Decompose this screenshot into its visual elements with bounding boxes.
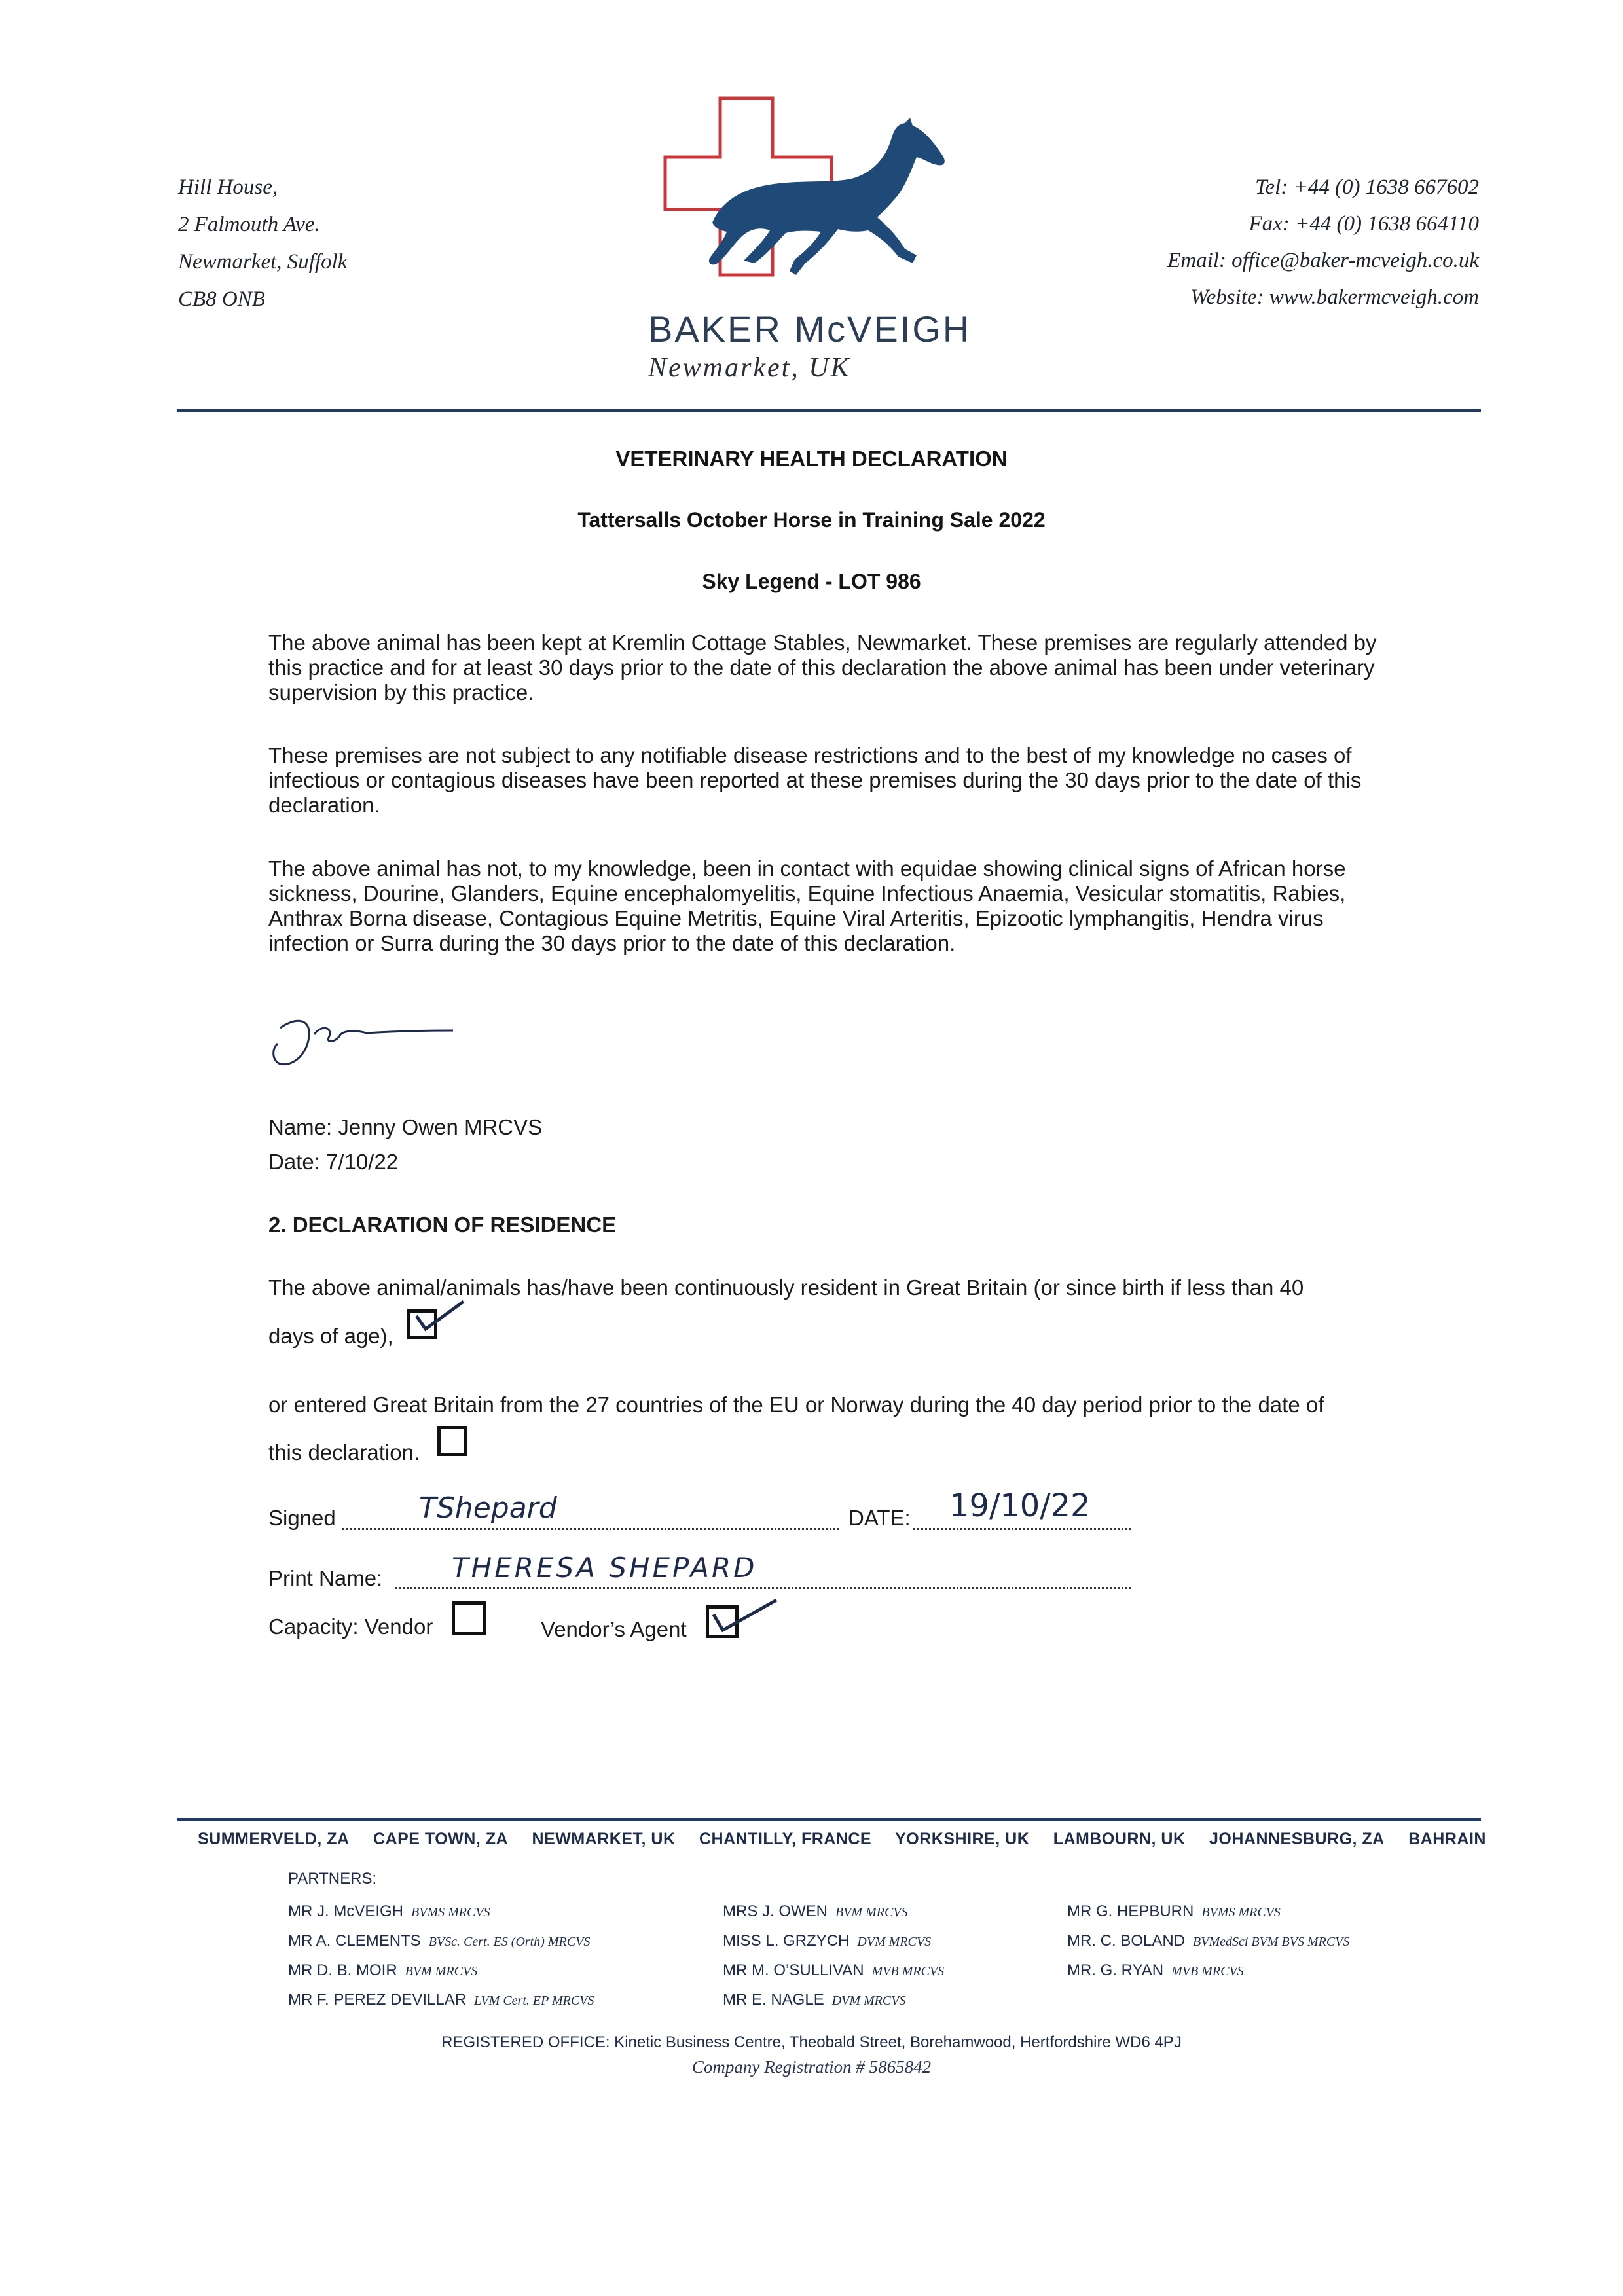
address-line: 2 Falmouth Ave. [178,213,320,236]
office-location: JOHANNESBURG, ZA [1209,1830,1385,1848]
address-line: Newmarket, Suffolk [178,250,348,274]
partner-entry: MR. C. BOLAND BVMedSci BVM BVS MRCVS [1067,1932,1350,1950]
company-registration: Company Registration # 5865842 [691,2057,932,2077]
date-label: DATE: [848,1506,911,1530]
partners-column-2 [723,1897,944,2015]
vendor-agent-check-mark-icon [703,1592,782,1638]
residence-option2-text-cont: this declaration. [268,1440,420,1465]
print-name-value: THERESA SHEPARD [452,1552,757,1584]
partner-entry: MISS L. GRZYCH DVM MRCVS [723,1932,932,1950]
footer-rule [177,1818,1481,1821]
partner-entry: MR M. O’SULLIVAN MVB MRCVS [723,1961,945,1979]
residence-option1-text: The above animal/animals has/have been continuously resident in Great Britain (or since birth if less than 40 [268,1275,1304,1300]
resident-check-mark-icon [405,1296,470,1342]
office-location: CAPE TOWN, ZA [373,1830,509,1848]
red-cross-horse-logo-icon [661,92,976,301]
office-location: LAMBOURN, UK [1053,1830,1186,1848]
capacity-label: Capacity: Vendor [268,1614,433,1639]
partner-entry: MR G. HEPBURN BVMS MRCVS [1067,1903,1281,1920]
document-title: VETERINARY HEALTH DECLARATION [615,446,1008,471]
paragraph-supervision: The above animal has been kept at Kremlin Cottage Stables, Newmarket. These premises are regularly attended by this practice and for at least 30 days prior to the date of this declaration the above animal has been under veterinary supervision by this practice. [268,630,1377,704]
sale-subtitle: Tattersalls October Horse in Training Sale 2022 [577,508,1046,532]
lot-title: Sky Legend - LOT 986 [702,570,921,593]
office-location: CHANTILLY, FRANCE [699,1830,872,1848]
company-address [178,169,347,318]
vet-date: Date: 7/10/22 [268,1150,399,1174]
office-location: YORKSHIRE, UK [895,1830,1030,1848]
partner-entry: MR D. B. MOIR BVM MRCVS [288,1961,478,1979]
address-line: Hill House, [178,175,278,199]
residence-option1-text-cont: days of age), [268,1324,393,1348]
signed-field[interactable] [342,1528,839,1530]
contact-tel: Tel: +44 (0) 1638 667602 [1255,175,1479,199]
partner-entry: MR A. CLEMENTS BVSc. Cert. ES (Orth) MRCVS [288,1932,591,1950]
date-field[interactable] [913,1528,1131,1530]
office-locations [198,1830,1505,1849]
brand-location: Newmarket, UK [648,353,851,383]
brand-name: BAKER McVEIGH [648,308,972,350]
partner-entry: MR. G. RYAN MVB MRCVS [1067,1961,1244,1979]
contact-website: Website: www.bakermcveigh.com [1190,285,1479,309]
print-name-field[interactable] [395,1587,1131,1589]
partner-entry: MRS J. OWEN BVM MRCVS [723,1903,908,1920]
partner-entry: MR F. PEREZ DEVILLAR LVM Cert. EP MRCVS [288,1991,594,2009]
company-contact [1167,169,1479,316]
vet-name: Name: Jenny Owen MRCVS [268,1115,543,1139]
office-location: SUMMERVELD, ZA [198,1830,350,1848]
residence-option2-text: or entered Great Britain from the 27 countries of the EU or Norway during the 40 day period prior to the date of [268,1393,1324,1417]
paragraph-contact: The above animal has not, to my knowledge, been in contact with equidae showing clinical signs of African horse sickness, Dourine, Glanders, Equine encephalomyelitis, Equine Infectious Anaemia, Vesicular stomatitis, Rabies, Anthrax Borna disease, Contagious Equine Metritis, Equine Viral Arteritis, Epizootic lymphangitis, Hendra virus infection or Surra during the 30 days prior to the date of this declaration. [268,856,1346,955]
partners-heading: PARTNERS: [288,1870,377,1887]
header-rule [177,409,1481,412]
partners-column-1 [288,1897,594,2015]
vendor-agent-label: Vendor’s Agent [541,1617,687,1641]
signed-label: Signed [268,1506,336,1530]
partners-column-3 [1067,1897,1349,1986]
vendor-checkbox[interactable] [452,1601,486,1635]
date-value: 19/10/22 [949,1487,1091,1524]
partner-entry: MR E. NAGLE DVM MRCVS [723,1991,906,2009]
print-name-label: Print Name: [268,1566,383,1590]
eu-entry-checkbox[interactable] [437,1426,467,1456]
contact-fax: Fax: +44 (0) 1638 664110 [1249,212,1479,236]
office-location: BAHRAIN [1408,1830,1486,1848]
office-location: NEWMARKET, UK [532,1830,676,1848]
residence-heading: 2. DECLARATION OF RESIDENCE [268,1212,617,1237]
address-line: CB8 ONB [178,287,265,311]
signed-value: TShepard [419,1491,557,1525]
partner-entry: MR J. McVEIGH BVMS MRCVS [288,1903,490,1920]
paragraph-premises: These premises are not subject to any notifiable disease restrictions and to the best of my knowledge no cases of infectious or contagious diseases have been reported at these premises during the 30 days prior to the date of this declaration. [268,743,1362,817]
contact-email: Email: office@baker-mcveigh.co.uk [1167,249,1479,272]
registered-office: REGISTERED OFFICE: Kinetic Business Centre, Theobald Street, Borehamwood, Hertfordshire WD6 4PJ [441,2033,1182,2051]
vet-signature [268,1002,465,1074]
